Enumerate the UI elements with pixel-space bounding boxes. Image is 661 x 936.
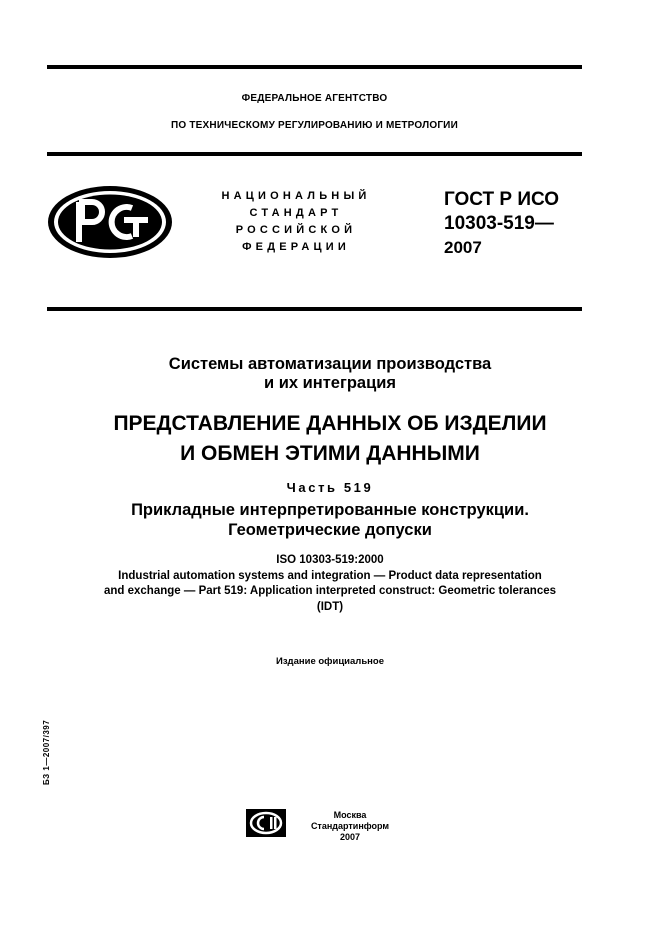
subtitle-line-1: Прикладные интерпретированные конструкции. [131, 501, 529, 519]
header-rule [47, 152, 582, 156]
iso-line-4: (IDT) [316, 600, 344, 613]
national-standard-block [196, 188, 396, 256]
standard-designation [444, 188, 559, 260]
side-code: БЗ 1—2007/397 [42, 719, 51, 785]
gost-r-logo-icon [46, 184, 174, 260]
national-standard-line-4: ФЕДЕРАЦИИ [242, 241, 350, 253]
designation-line-3: 2007 [444, 238, 482, 257]
national-standard-line-2: СТАНДАРТ [249, 207, 343, 219]
subtitle-line-2: Геометрические допуски [228, 521, 432, 539]
iso-line-3: and exchange — Part 519: Application interpreted construct: Geometric tolerances [103, 585, 557, 597]
title-block-rule [47, 307, 582, 311]
iso-line-2: Industrial automation systems and integration — Product data representation [118, 569, 542, 582]
national-standard-line-3: РОССИЙСКОЙ [235, 224, 357, 236]
designation-line-2: 10303-519— [444, 213, 554, 234]
iso-reference [30, 553, 630, 615]
title-line-1: Системы автоматизации производства [168, 355, 492, 373]
publisher-year: 2007 [339, 832, 361, 842]
agency-line-1: ФЕДЕРАЛЬНОЕ АГЕНТСТВО [241, 93, 388, 104]
publisher-logo-icon [246, 809, 286, 837]
main-title-line-1: ПРЕДСТАВЛЕНИЕ ДАННЫХ ОБ ИЗДЕЛИИ [113, 412, 547, 435]
publisher-city: Москва [333, 810, 367, 820]
designation-line-1: ГОСТ Р ИСО [444, 189, 560, 210]
main-title-line-2: И ОБМЕН ЭТИМИ ДАННЫМИ [180, 442, 480, 465]
publisher-info [300, 810, 400, 843]
publisher-name: Стандартинформ [310, 821, 390, 831]
top-rule [47, 65, 582, 69]
official-edition: Издание официальное [276, 656, 384, 667]
title-line-2: и их интеграция [263, 374, 397, 392]
agency-line-2: ПО ТЕХНИЧЕСКОМУ РЕГУЛИРОВАНИЮ И МЕТРОЛОГИИ [171, 120, 458, 131]
part-number: Часть 519 [286, 480, 374, 495]
national-standard-line-1: НАЦИОНАЛЬНЫЙ [221, 190, 371, 202]
iso-line-1: ISO 10303-519:2000 [276, 554, 384, 566]
